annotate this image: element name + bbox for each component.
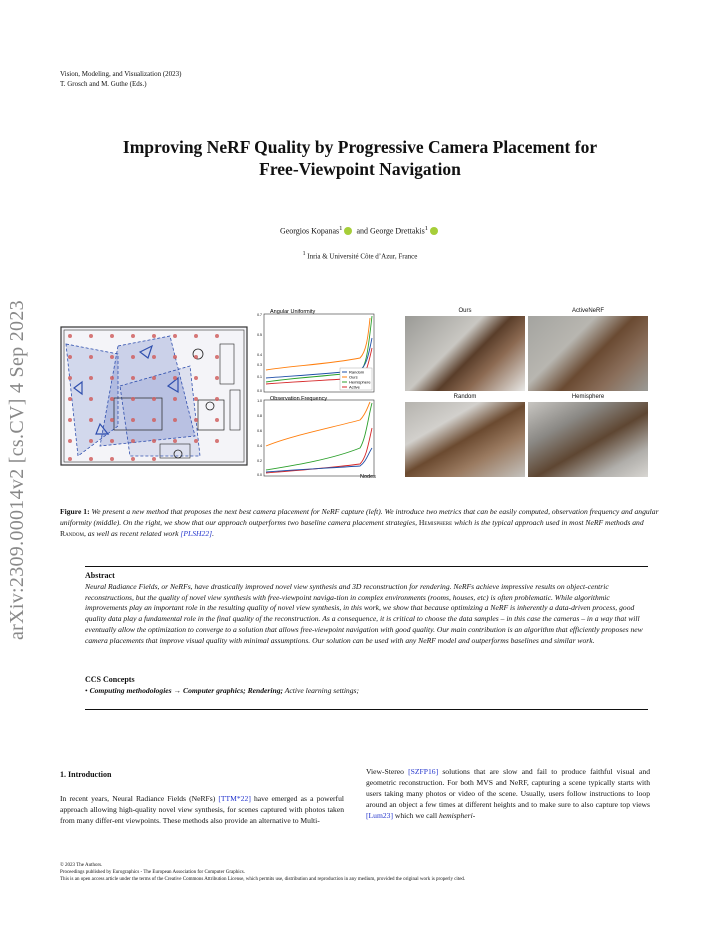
author-2-affil: 1: [424, 225, 429, 232]
caption-random: Random: [60, 529, 84, 538]
author-1-affil: 1: [339, 225, 343, 232]
image-label-ours: Ours: [458, 308, 472, 314]
title-line-1: Improving NeRF Quality by Progressive Camera Placement for: [122, 137, 598, 157]
tick-label: 1.0: [257, 399, 262, 403]
venue-info: [60, 69, 182, 89]
license-note: This is an open access article under the terms of the Creative Commons Attribution License, which permits use, distribution and reproduction in any medium, provided the original work is properly cited.: [60, 877, 466, 882]
image-label-random: Random: [453, 394, 477, 400]
uniformity-ours-line: [266, 318, 370, 370]
venue-line: Vision, Modeling, and Visualization (2023): [60, 70, 182, 78]
intro-text: solutions that are slow and fail to produce faithful visual and geometric reconstruction. For both MVS and NeRF, capturing a scene typically starts with users taking many photos or video of the scene. Usually, users follow instructions to loop around an object a few times at different heights and to make sure to also capture top views: [366, 767, 650, 809]
figure-caption: [60, 506, 660, 539]
nodes-label: Nodes: [360, 474, 376, 480]
frequency-title: Observation Frequency: [270, 396, 328, 402]
tick-label: 0.1: [257, 375, 262, 379]
render-image-activenerf: [528, 316, 648, 391]
intro-text: hemispheri-: [438, 811, 476, 820]
affiliation-number: 1: [302, 251, 306, 257]
citation-link[interactable]: [PLSH22]: [180, 529, 213, 538]
caption-text: .: [212, 529, 214, 538]
orcid-icon[interactable]: [430, 227, 438, 235]
caption-text: which is the typical approach used in most NeRF methods and: [452, 518, 644, 527]
caption-hemisphere: Hemisphere: [418, 518, 453, 527]
citation-link[interactable]: [TTM*22]: [218, 794, 251, 803]
author-2: and George Drettakis: [354, 226, 425, 236]
paper-title: [60, 136, 660, 180]
authors: [60, 225, 660, 236]
ccs-bullet: •: [85, 686, 90, 695]
caption-label: Figure 1:: [60, 507, 90, 516]
abstract-heading: Abstract: [85, 571, 115, 580]
caption-text: , as well as recent related work: [83, 529, 181, 538]
legend-label: Random: [349, 369, 365, 375]
citation-link[interactable]: [SZFP16]: [408, 767, 439, 776]
frequency-hemisphere-line: [266, 403, 372, 470]
caption-text: We present a new method that proposes the next best camera placement for NeRF capture (left). We introduce two metrics that can be easily computed, observation frequency and angular uniformity (middle). On the right, we show that our approach outperforms two baseline camera placement strategies,: [60, 507, 659, 527]
render-comparison: [405, 308, 650, 480]
intro-left-column: [60, 793, 344, 826]
render-image-ours: [405, 316, 525, 391]
uniformity-title: Angular Uniformity: [270, 309, 316, 315]
tick-label: 0.7: [257, 313, 262, 317]
author-1: Georgios Kopanas: [279, 226, 340, 236]
tick-label: 0.6: [257, 429, 262, 433]
tick-label: 0.0: [257, 473, 262, 477]
arxiv-stamp: arXiv:2309.00014v2 [cs.CV] 4 Sep 2023: [6, 300, 28, 640]
intro-right-column: [366, 766, 650, 821]
ccs-rest: Active learning settings;: [283, 686, 360, 695]
intro-text: In recent years, Neural Radiance Fields (NeRFs): [60, 794, 219, 803]
copyright: © 2023 The Authors.: [60, 863, 103, 868]
teaser-figure: [60, 308, 660, 488]
orcid-icon[interactable]: [344, 227, 352, 235]
divider: [85, 566, 648, 567]
tick-label: 0.5: [257, 333, 262, 337]
intro-text: which we call: [393, 811, 439, 820]
intro-text: have emerged as a powerful approach allowing high-quality novel view synthesis, for scenes captured with photos taken from many differ-ent viewpoints. These methods also provide an alternative to Multi-: [60, 794, 344, 825]
tick-label: 0.2: [257, 459, 262, 463]
divider: [85, 709, 648, 710]
legend-label: Active: [349, 384, 360, 390]
publisher-note: Proceedings published by Eurographics - The European Association for Computer Graphics.: [60, 870, 246, 875]
ccs-heading: CCS Concepts: [85, 675, 135, 684]
intro-text: View-Stereo: [366, 767, 409, 776]
tick-label: 0.0: [257, 389, 262, 393]
metrics-plots: [250, 308, 410, 480]
editors-line: T. Grosch and M. Guthe (Eds.): [60, 80, 147, 88]
frequency-ours-line: [266, 402, 370, 446]
legend-label: Ours: [349, 374, 358, 380]
render-image-hemisphere: [528, 402, 648, 477]
image-label-hemisphere: Hemisphere: [571, 394, 605, 400]
citation-link[interactable]: [Lum23]: [366, 811, 393, 820]
image-label-activenerf: ActiveNeRF: [571, 308, 604, 314]
title-line-2: Free-Viewpoint Navigation: [259, 159, 461, 179]
ccs-text: [85, 686, 648, 695]
affiliation-text: Inria & Université Côte d’Azur, France: [305, 252, 418, 261]
legend-label: Hemisphere: [349, 379, 371, 385]
abstract-text: Neural Radiance Fields, or NeRFs, have drastically improved novel view synthesis and 3D reconstruction for rendering. NeRFs achieve impressive results on object-centric reconstructions, but the quality of novel view synthesis with free-viewpoint naviga-tion in complex environments (rooms, houses, etc) is often problematic. While algorithmic improvements play an important role in the resulting quality of novel view synthesis, in this work, we show that because optimizing a NeRF is inherently a data-driven process, good quality data play a fundamental role in the final quality of the reconstruction. As a consequence, it is critical to choose the data samples – in this case the cameras – in a way that will eventually allow the optimization to converge to a solution that allows free-viewpoint navigation with good quality. Our main contribution is an algorithm that efficiently proposes new camera placements that improve visual quality with minimal assumptions. Our solution can be used with any NeRF model and outperforms baselines and similar work.: [85, 582, 643, 645]
tick-label: 0.4: [257, 353, 262, 357]
floor-plan-diagram: [60, 326, 248, 466]
section-heading: 1. Introduction: [60, 770, 112, 779]
tick-label: 0.8: [257, 414, 262, 418]
tick-label: 0.4: [257, 444, 262, 448]
tick-label: 0.3: [257, 363, 262, 367]
affiliation: [60, 251, 660, 260]
render-image-random: [405, 402, 525, 477]
ccs-main: Computing methodologies → Computer graphics; Rendering;: [89, 686, 284, 695]
